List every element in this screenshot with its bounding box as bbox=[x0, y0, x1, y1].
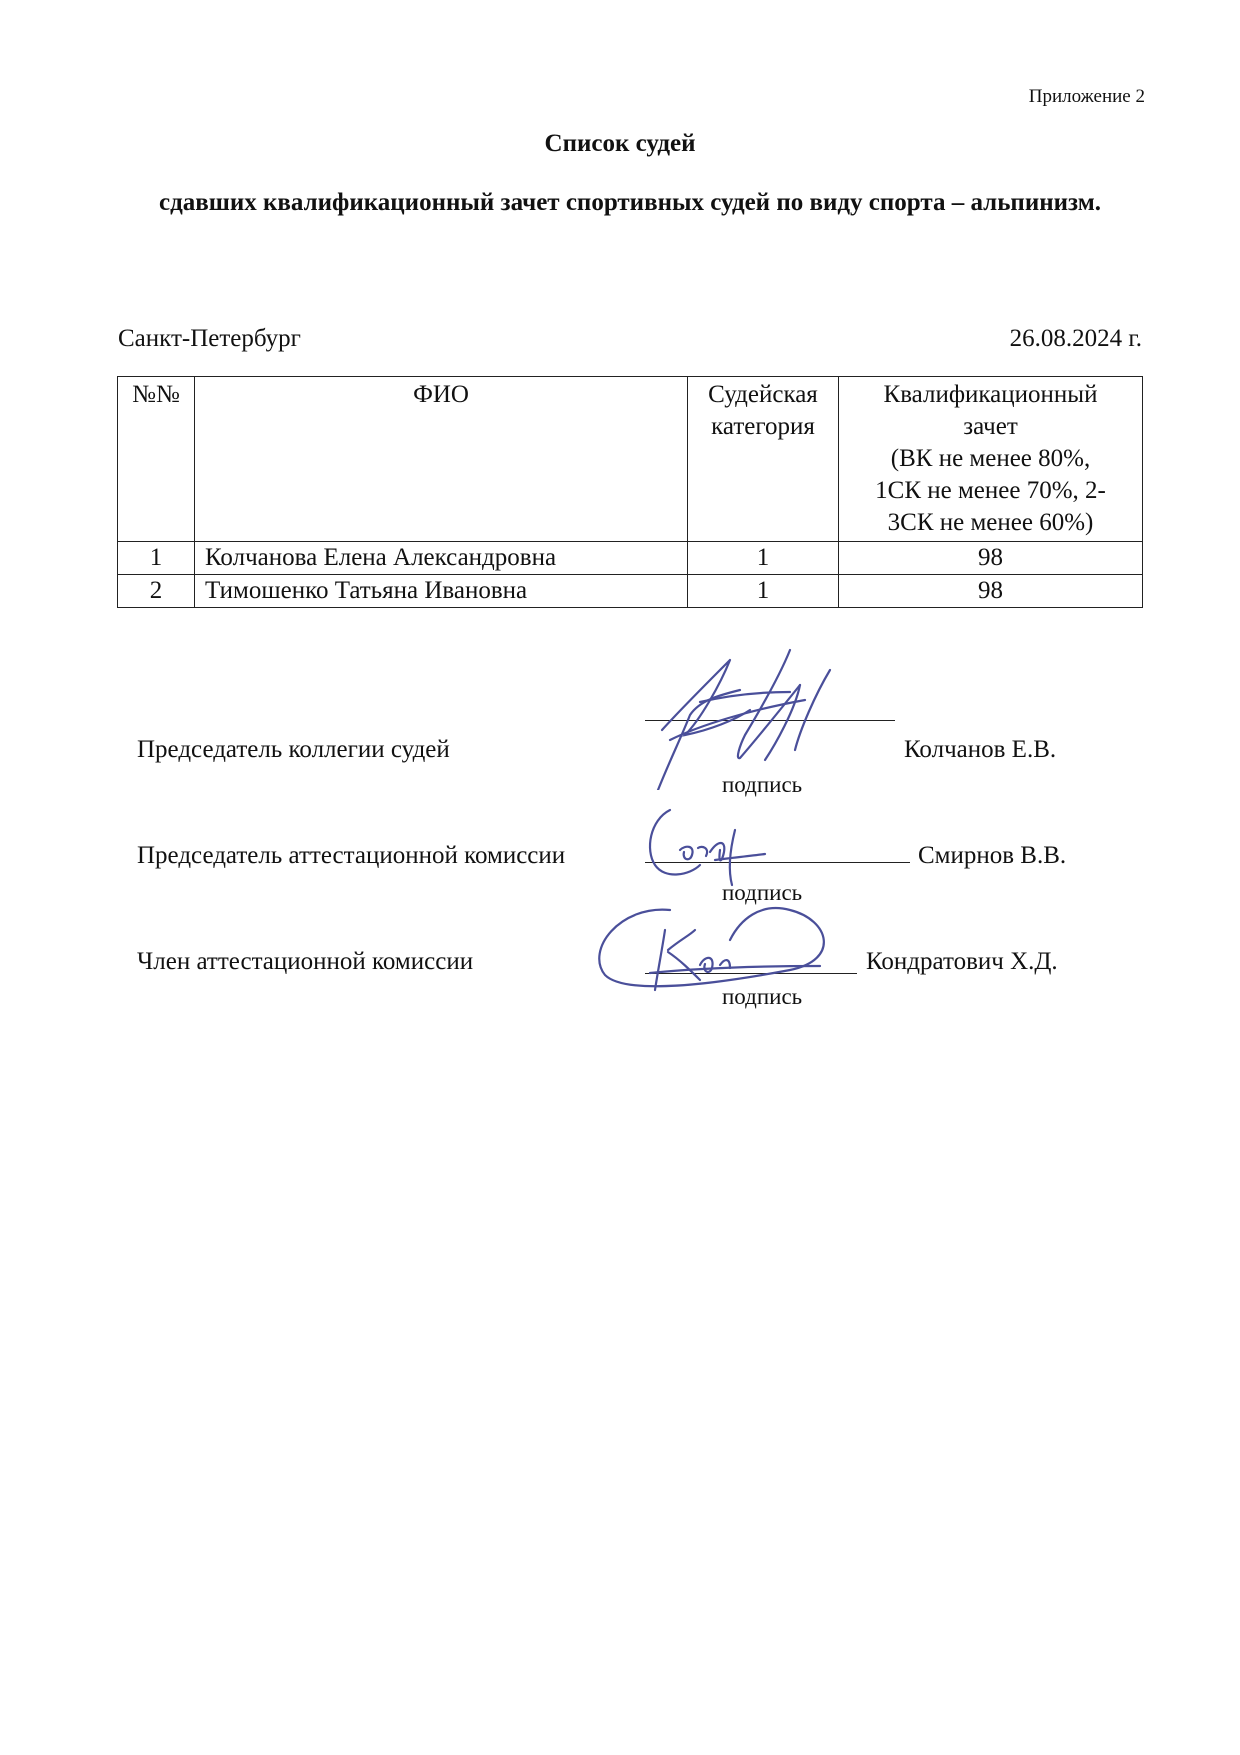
table-row bbox=[118, 575, 1143, 608]
row-score: 98 bbox=[839, 542, 1143, 575]
signature-role-1: Председатель коллегии судей bbox=[137, 736, 450, 763]
signature-caption-1: подпись bbox=[722, 772, 803, 797]
document-title: Список судей bbox=[544, 130, 696, 157]
header-score bbox=[839, 377, 1143, 542]
header-category bbox=[688, 377, 839, 542]
handwritten-signature-1 bbox=[640, 640, 900, 790]
row-name: Тимошенко Татьяна Ивановна bbox=[195, 575, 688, 608]
row-number: 1 bbox=[118, 542, 195, 575]
handwritten-signature-3 bbox=[590, 890, 870, 1000]
appendix-label: Приложение 2 bbox=[1028, 86, 1145, 107]
signer-name-1: Колчанов Е.В. bbox=[904, 736, 1057, 763]
header-fio: ФИО bbox=[195, 377, 688, 542]
table-header-row bbox=[118, 377, 1143, 542]
header-score-line: (ВК не менее 80%, bbox=[890, 445, 1091, 472]
row-number: 2 bbox=[118, 575, 195, 608]
header-category-line: категория bbox=[711, 413, 815, 440]
row-score: 98 bbox=[839, 575, 1143, 608]
header-number: №№ bbox=[118, 377, 195, 542]
header-score-line: 3СК не менее 60%) bbox=[887, 509, 1094, 536]
header-category-line: Судейская bbox=[708, 381, 818, 408]
header-score-line: Квалификационный bbox=[883, 381, 1098, 408]
row-category: 1 bbox=[688, 575, 839, 608]
judges-table bbox=[117, 376, 1143, 608]
signature-caption-2: подпись bbox=[722, 880, 803, 905]
signer-name-3: Кондратович Х.Д. bbox=[866, 948, 1058, 975]
header-score-line: 1СК не менее 70%, 2- bbox=[875, 477, 1106, 504]
document-subtitle: сдавших квалификационный зачет спортивных судей по виду спорта – альпинизм. bbox=[158, 189, 1102, 216]
header-score-line: зачет bbox=[963, 413, 1018, 440]
signer-name-2: Смирнов В.В. bbox=[918, 842, 1067, 869]
signature-caption-3: подпись bbox=[722, 984, 803, 1009]
row-name: Колчанова Елена Александровна bbox=[195, 542, 688, 575]
city: Санкт-Петербург bbox=[118, 325, 301, 352]
handwritten-signature-2 bbox=[640, 790, 780, 900]
row-category: 1 bbox=[688, 542, 839, 575]
signature-role-2: Председатель аттестационной комиссии bbox=[137, 842, 566, 869]
table-row bbox=[118, 542, 1143, 575]
signature-role-3: Член аттестационной комиссии bbox=[137, 948, 474, 975]
document-date: 26.08.2024 г. bbox=[1009, 325, 1142, 352]
